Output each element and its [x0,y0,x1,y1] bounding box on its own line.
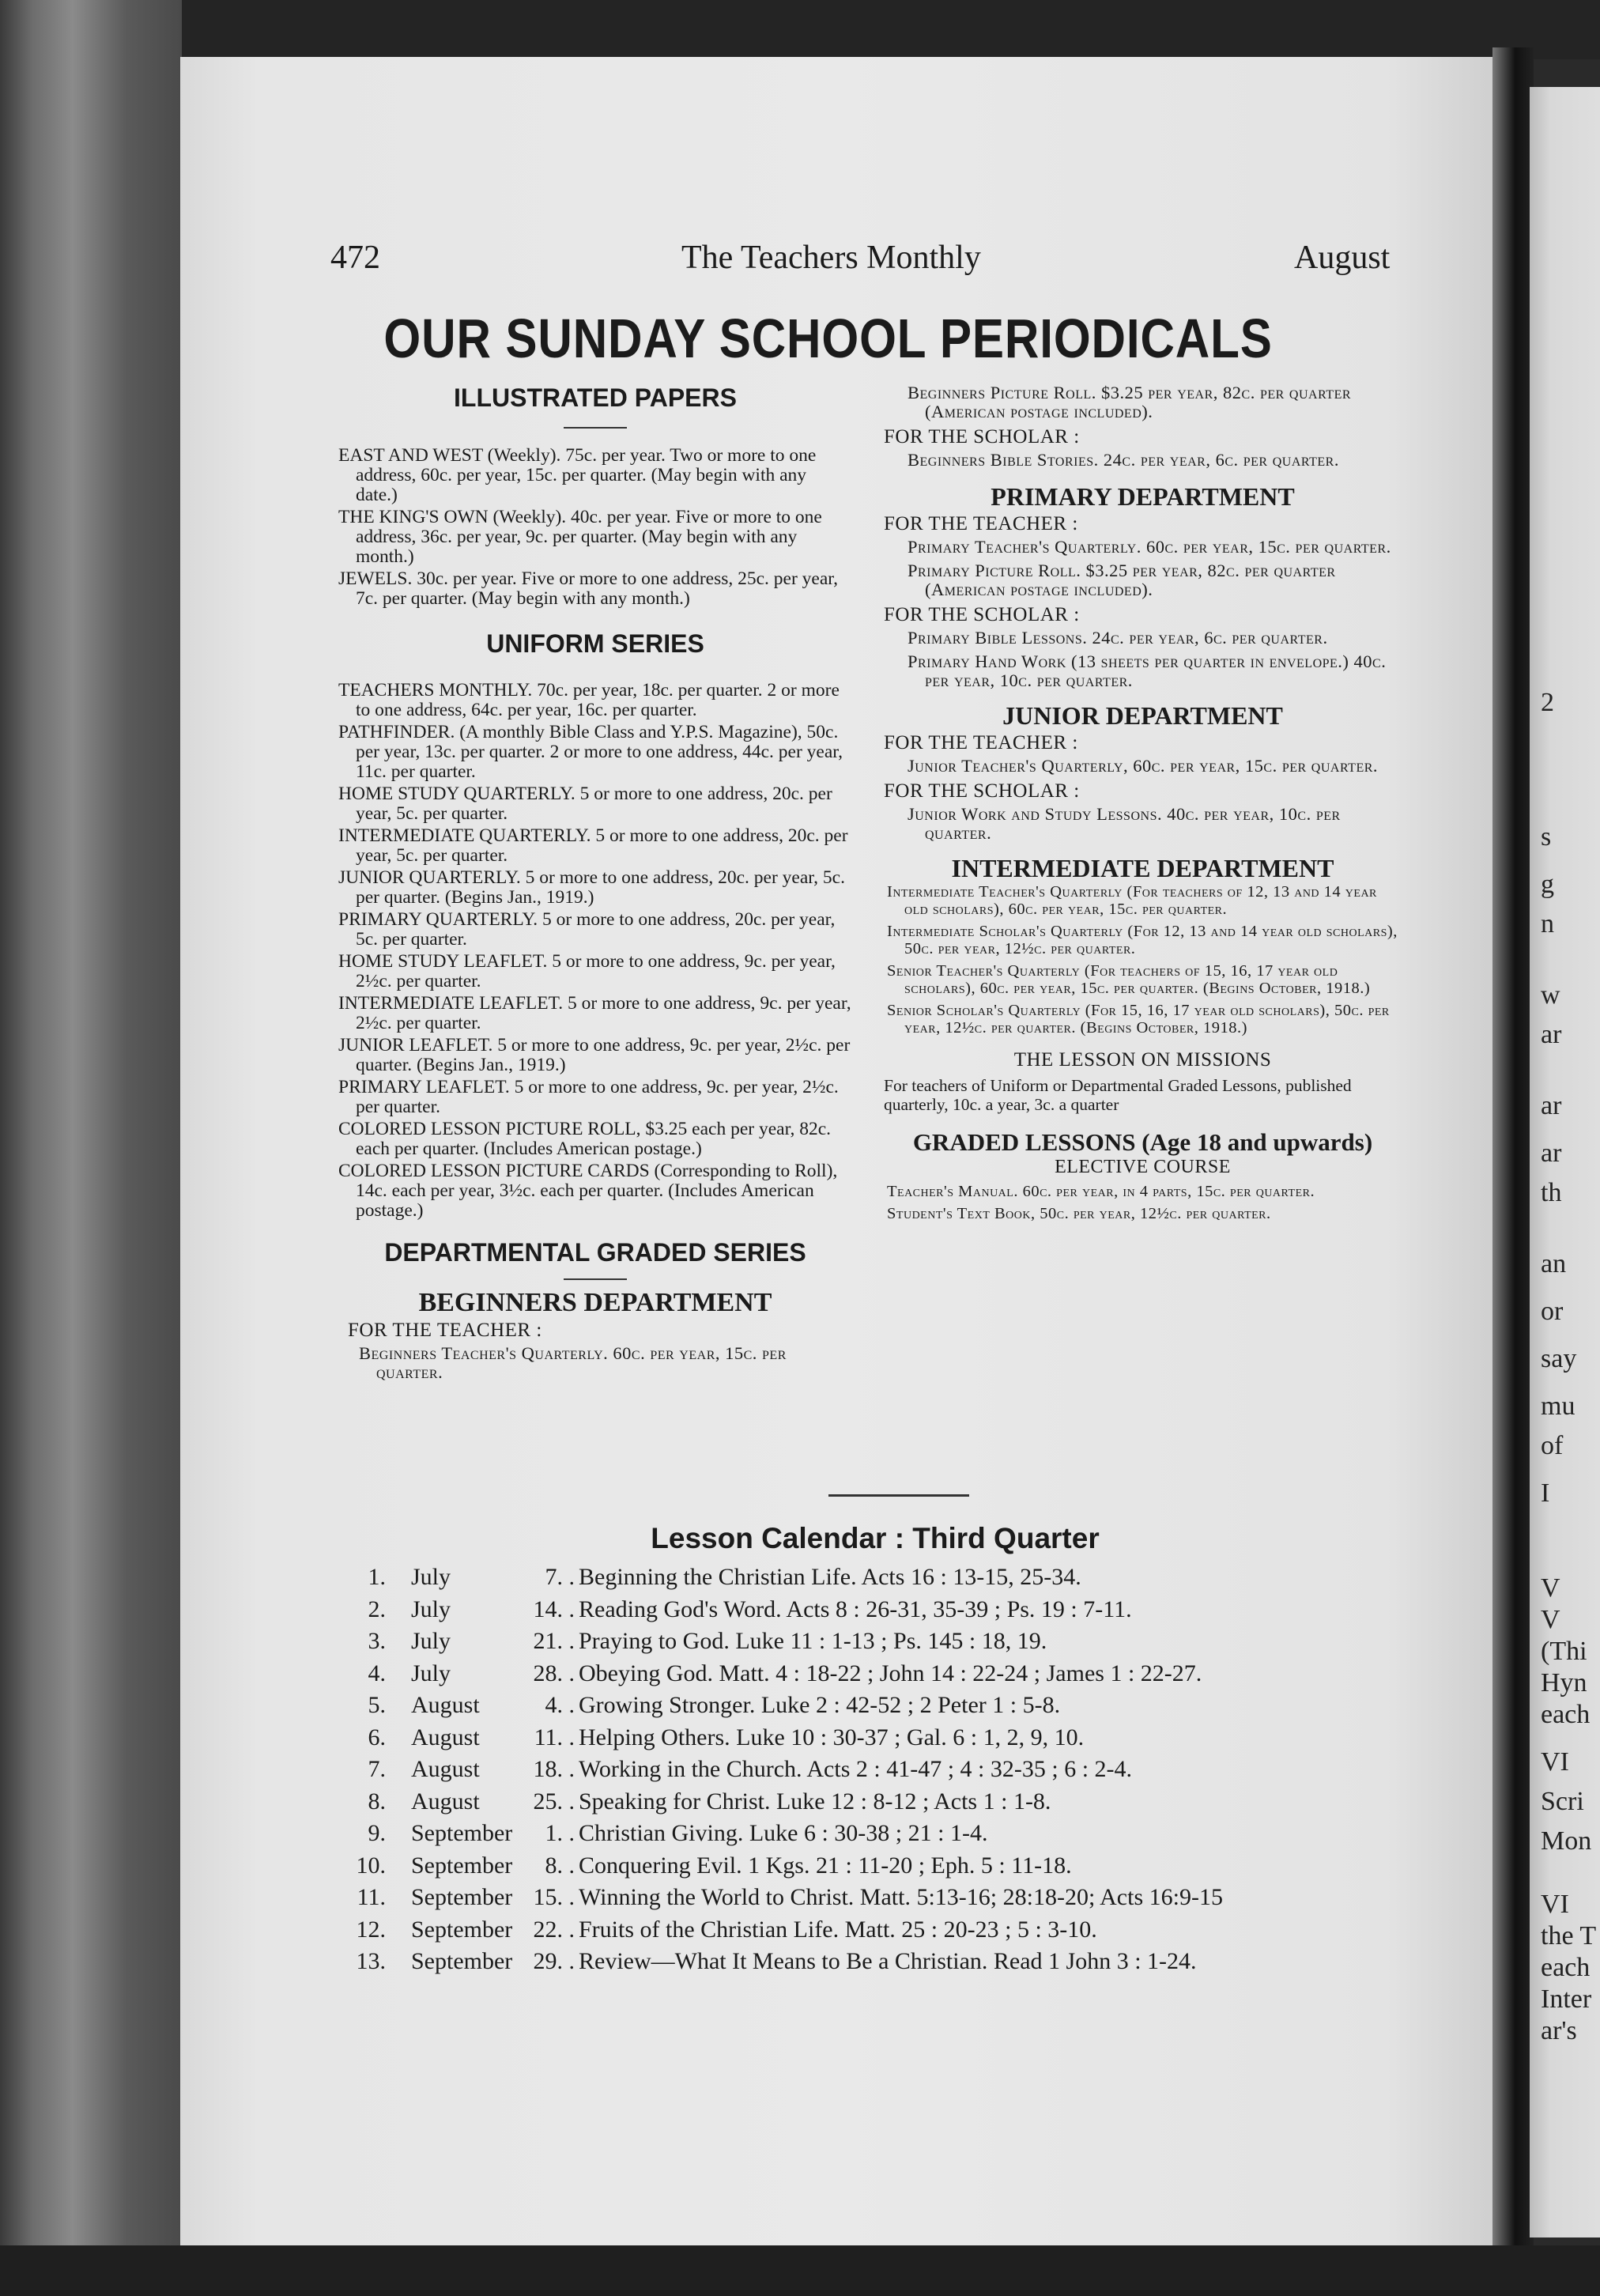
calendar-row [348,1628,1407,1660]
calendar-row [348,1692,1407,1724]
adjacent-page-fragment: mu [1541,1392,1575,1421]
lesson-day: 29. . [533,1948,575,1974]
list-item: Student's Text Book, 50c. per year, 12½c. per quarter. [887,1205,1271,1222]
calendar-title: Lesson Calendar : Third Quarter [651,1522,1100,1554]
list-item: Teacher's Manual. 60c. per year, in 4 parts, 15c. per quarter. [887,1183,1315,1200]
list-item: PRIMARY LEAFLET. 5 or more to one address, 9c. per year, 2½c. per quarter. [338,1077,839,1117]
for-scholar-label: FOR THE SCHOLAR : [884,780,1080,802]
list-item: EAST AND WEST (Weekly). 75c. per year. Two or more to one address, 60c. per year, 15c. per quarter. (May begin with any date.) [338,445,817,505]
section-rule [564,427,627,429]
top-shadow [0,0,1600,59]
calendar-row [348,1660,1407,1693]
adjacent-page-fragment: say [1541,1344,1577,1373]
missions-heading: THE LESSON ON MISSIONS [1013,1049,1272,1071]
lesson-number: 6. [368,1724,386,1750]
calendar-row [348,1788,1407,1821]
lesson-month: August [411,1788,480,1815]
lesson-text: Christian Giving. Luke 6 : 30-38 ; 21 : 1-4. [579,1820,988,1846]
lesson-day: 4. . [545,1692,575,1718]
primary-heading: PRIMARY DEPARTMENT [991,482,1295,511]
list-item: TEACHERS MONTHLY. 70c. per year, 18c. per quarter. 2 or more to one address, 64c. per year, 16c. per quarter. [338,680,840,720]
list-item: PRIMARY QUARTERLY. 5 or more to one address, 20c. per year, 5c. per quarter. [338,909,836,950]
lesson-month: August [411,1724,480,1750]
beginners-heading: BEGINNERS DEPARTMENT [418,1288,772,1317]
lesson-month: August [411,1692,480,1718]
adjacent-page-fragment: each [1541,1700,1591,1729]
adjacent-page-fragment: I [1541,1478,1550,1508]
bottom-shadow [0,2245,1600,2296]
calendar-row [348,1948,1407,1981]
lesson-day: 22. . [533,1916,575,1943]
adjacent-page-fragment: of [1541,1431,1564,1460]
calendar-row [348,1852,1407,1885]
adjacent-page-fragment: VI [1541,1747,1569,1777]
lesson-month: September [411,1820,513,1846]
adjacent-page-fragment: n [1541,909,1554,938]
lesson-day: 1. . [545,1820,575,1846]
list-item: Junior Teacher's Quarterly, 60c. per year, 15c. per quarter. [908,756,1379,776]
adjacent-page-fragment: g [1541,870,1554,899]
list-item: HOME STUDY QUARTERLY. 5 or more to one address, 20c. per year, 5c. per quarter. [338,784,832,824]
adjacent-page-fragment: w [1541,980,1560,1010]
list-item: JUNIOR LEAFLET. 5 or more to one address, 9c. per year, 2½c. per quarter. (Begins Jan., 1919.) [338,1035,851,1075]
calendar-row [348,1564,1407,1596]
lesson-day: 28. . [533,1660,575,1686]
adjacent-page-fragment: Inter [1541,1984,1592,2014]
list-item: Primary Picture Roll. $3.25 per year, 82c. per quarter (American postage included). [908,561,1336,599]
list-item: THE KING'S OWN (Weekly). 40c. per year. Five or more to one address, 36c. per year, 9c. per quarter. (May begin with any month.) [338,507,822,567]
calendar-row [348,1820,1407,1852]
lesson-calendar [348,1564,1407,1981]
lesson-number: 9. [368,1820,386,1846]
page-number: 472 [330,240,380,276]
uniform-series-list [338,681,852,1221]
lesson-text: Praying to God. Luke 11 : 1-13 ; Ps. 145 : 18, 19. [579,1628,1047,1654]
missions-text: For teachers of Uniform or Departmental Graded Lessons, published quarterly, 10c. a year, 3c. a quarter [884,1076,1352,1114]
list-item: COLORED LESSON PICTURE CARDS (Corresponding to Roll), 14c. each per year, 3½c. each per quarter. (Includes American postage.) [338,1161,838,1221]
adjacent-page-fragment: an [1541,1249,1567,1278]
right-column [884,383,1402,1227]
lesson-day: 25. . [533,1788,575,1815]
lesson-number: 3. [368,1628,386,1654]
adjacent-page-fragment: ar [1541,1139,1562,1168]
adjacent-page-fragment: Hyn [1541,1668,1587,1697]
lesson-month: August [411,1756,480,1782]
adjacent-page-fragment: Scri [1541,1787,1584,1816]
lesson-text: Beginning the Christian Life. Acts 16 : 13-15, 25-34. [579,1564,1081,1590]
list-item: INTERMEDIATE QUARTERLY. 5 or more to one address, 20c. per year, 5c. per quarter. [338,825,848,866]
lesson-number: 10. [356,1852,386,1879]
adjacent-page-fragment: or [1541,1297,1564,1326]
illustrated-papers-heading: ILLUSTRATED PAPERS [454,383,737,412]
for-scholar-label: FOR THE SCHOLAR : [884,426,1080,447]
lesson-day: 21. . [533,1628,575,1654]
list-item: PATHFINDER. (A monthly Bible Class and Y.P.S. Magazine), 50c. per year, 13c. per quarter. 2 or more to one address, 44c. per year, 11c. per quarter. [338,722,843,782]
lesson-number: 12. [356,1916,386,1943]
lesson-month: September [411,1948,513,1974]
lesson-text: Conquering Evil. 1 Kgs. 21 : 11-20 ; Eph. 5 : 11-18. [579,1852,1072,1879]
lesson-text: Fruits of the Christian Life. Matt. 25 : 20-23 ; 5 : 3-10. [579,1916,1097,1943]
lesson-day: 7. . [545,1564,575,1590]
list-item: Primary Teacher's Quarterly. 60c. per year, 15c. per quarter. [908,537,1391,557]
running-month: August [1294,240,1391,276]
elective-course-label: ELECTIVE COURSE [1055,1157,1231,1177]
adjacent-page-fragment: (Thi [1541,1637,1587,1666]
lesson-number: 4. [368,1660,386,1686]
for-teacher-label: FOR THE TEACHER : [348,1320,542,1341]
list-item: Primary Hand Work (13 sheets per quarter in envelope.) 40c. per year, 10c. per quarter. [908,651,1387,690]
list-item: Beginners Bible Stories. 24c. per year, 6c. per quarter. [908,450,1339,470]
running-title: The Teachers Monthly [681,240,981,276]
lesson-month: July [411,1595,451,1622]
adjacent-page-fragment: Mon [1541,1826,1592,1856]
lesson-text: Winning the World to Christ. Matt. 5:13-16; 28:18-20; Acts 16:9-15 [579,1884,1223,1910]
lesson-day: 14. . [533,1595,575,1622]
lesson-text: Working in the Church. Acts 2 : 41-47 ; 4 : 32-35 ; 6 : 2-4. [579,1756,1133,1782]
calendar-row [348,1916,1407,1949]
lesson-month: July [411,1660,451,1686]
lesson-month: September [411,1916,513,1943]
lesson-number: 5. [368,1692,386,1718]
adjacent-page-fragment: ar [1541,1020,1562,1049]
adjacent-page-fragment: VI [1541,1890,1569,1919]
calendar-row [348,1884,1407,1916]
adjacent-page [1530,87,1600,2237]
section-rule [564,1278,627,1280]
junior-heading: JUNIOR DEPARTMENT [1002,701,1283,730]
adjacent-page-fragment: 2 [1541,688,1554,717]
left-column [338,383,852,1387]
list-item: HOME STUDY LEAFLET. 5 or more to one address, 9c. per year, 2½c. per quarter. [338,951,836,991]
lesson-number: 13. [356,1948,386,1974]
lesson-text: Obeying God. Matt. 4 : 18-22 ; John 14 : 22-24 ; James 1 : 22-27. [579,1660,1202,1686]
lesson-number: 11. [357,1884,386,1910]
adjacent-page-fragment: ar [1541,1091,1562,1120]
adjacent-page-fragment: V [1541,1605,1560,1634]
calendar-row [348,1724,1407,1757]
for-scholar-label: FOR THE SCHOLAR : [884,604,1080,625]
lesson-day: 15. . [533,1884,575,1910]
illustrated-papers-list [338,446,852,609]
list-item: Intermediate Scholar's Quarterly (For 12, 13 and 14 year old scholars), 50c. per year, 12½c. per quarter. [887,923,1398,957]
adjacent-page-fragment: ar's [1541,2016,1577,2045]
list-item: Beginners Picture Roll. $3.25 per year, 82c. per quarter (American postage included). [908,383,1352,421]
lesson-month: September [411,1884,513,1910]
lesson-number: 8. [368,1788,386,1815]
list-item: Senior Teacher's Quarterly (For teachers of 15, 16, 17 year old scholars), 60c. per year, 15c. per quarter. (Begins October, 1918.) [887,962,1371,997]
lesson-number: 1. [368,1564,386,1590]
adjacent-page-fragment: s [1541,822,1552,852]
adjacent-page-fragment: each [1541,1953,1591,1982]
calendar-rule [828,1494,969,1497]
lesson-day: 8. . [545,1852,575,1879]
calendar-row [348,1596,1407,1629]
lesson-text: Growing Stronger. Luke 2 : 42-52 ; 2 Peter 1 : 5-8. [579,1692,1061,1718]
list-item: Senior Scholar's Quarterly (For 15, 16, 17 year old scholars), 50c. per year, 12½c. per quarter. (Begins October, 1918.) [887,1002,1390,1037]
list-item: Primary Bible Lessons. 24c. per year, 6c. per quarter. [908,628,1328,648]
for-teacher-label: FOR THE TEACHER : [884,732,1078,753]
list-item: Intermediate Teacher's Quarterly (For teachers of 12, 13 and 14 year old scholars), 60c. per year, 15c. per quarter. [887,883,1377,918]
list-item: JUNIOR QUARTERLY. 5 or more to one address, 20c. per year, 5c. per quarter. (Begins Jan., 1919.) [338,867,845,908]
list-item: JEWELS. 30c. per year. Five or more to one address, 25c. per year, 7c. per quarter. (May begin with any month.) [338,568,839,609]
lesson-day: 11. . [534,1724,575,1750]
lesson-number: 2. [368,1595,386,1622]
lesson-text: Speaking for Christ. Luke 12 : 8-12 ; Acts 1 : 1-8. [579,1788,1051,1815]
lesson-month: July [411,1628,451,1654]
adjacent-page-fragment: V [1541,1573,1560,1603]
list-item: INTERMEDIATE LEAFLET. 5 or more to one address, 9c. per year, 2½c. per quarter. [338,993,851,1033]
lesson-text: Helping Others. Luke 10 : 30-37 ; Gal. 6 : 1, 2, 9, 10. [579,1724,1085,1750]
graded-lessons-heading: GRADED LESSONS (Age 18 and upwards) [912,1128,1373,1156]
for-teacher-label: FOR THE TEACHER : [884,513,1078,534]
lesson-month: July [411,1564,451,1590]
graded-series-heading: DEPARTMENTAL GRADED SERIES [384,1238,806,1267]
adjacent-page-fragment: th [1541,1178,1562,1207]
lesson-text: Review—What It Means to Be a Christian. Read 1 John 3 : 1-24. [579,1948,1197,1974]
intermediate-heading: INTERMEDIATE DEPARTMENT [951,854,1334,882]
lesson-text: Reading God's Word. Acts 8 : 26-31, 35-39 ; Ps. 19 : 7-11. [579,1595,1132,1622]
list-item: Beginners Teacher's Quarterly. 60c. per year, 15c. per quarter. [359,1343,787,1382]
lesson-day: 18. . [533,1756,575,1782]
calendar-row [348,1756,1407,1788]
page-title: OUR SUNDAY SCHOOL PERIODICALS [383,308,1273,369]
list-item: Junior Work and Study Lessons. 40c. per year, 10c. per quarter. [908,804,1341,843]
lesson-month: September [411,1852,513,1879]
book-gutter [1492,47,1534,2253]
adjacent-page-fragment: the T [1541,1921,1597,1950]
lesson-number: 7. [368,1756,386,1782]
list-item: COLORED LESSON PICTURE ROLL, $3.25 each per year, 82c. each per quarter. (Includes American postage.) [338,1119,832,1159]
uniform-series-heading: UNIFORM SERIES [486,629,704,658]
